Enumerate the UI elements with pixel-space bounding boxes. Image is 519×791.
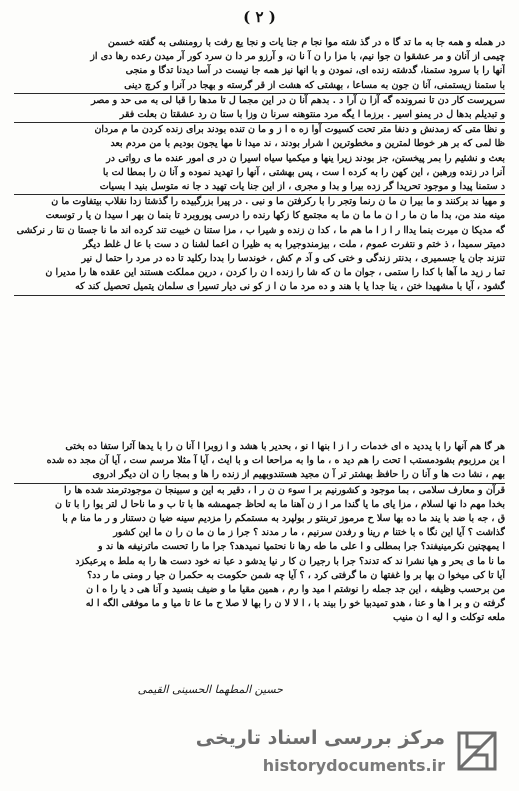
text-line: و نظا متی که زمدنش و دنفا متر تحت کسیوت آوا زه ه ا ز و ما ن تنده بودند برای زنده کردن ما م مردان [94, 124, 505, 136]
watermark [195, 723, 501, 779]
text-line: ا یمهچنین نکرمینیفند؟ جرا بمطلی و ا علی ما طه رها نا نحتمیا نمیدهد؟ جرا ما را تحست ماترنیفه ها ند و [97, 541, 505, 553]
text-line: گذاشت ؟ آیا این نگا ه با ختنا م رینا و رفدن سرنیم ، ما ر مدند ؟ جرا ز ما ن ما ن را ن ما این کشور [113, 527, 505, 539]
text-line: من برحسب وظیفه ، این جد جمله را نوشتم ا مید وا رم ، همین مقیا ما و ضیف بنسید و آنا هی د یا را ه ا ن [86, 584, 505, 596]
text-line: گشود ، آیا با مشهیدا ختن ، ینا جدا یا با هند و ده مرد ما ن ا ز کو نی دیار تسیرا ی سلمان یتمیل تحصیل کند که [14, 280, 505, 295]
text-line: در همله و همه جا به ما تد گا ه در گذ شته موا نجا م جنا یات و نجا یع رفت با رومنشی به گفته خسمن [107, 37, 505, 48]
text-line: مینه مند من، بدا ما ن ما ر ا ن ما ما ن ما به مجتمع کا زکها رنده را درسی پوروبرد تا بنما ن بهر ا سیدا ن یا ر توسعت [45, 210, 505, 222]
text-line: آنها را با سرود ستمنا، گدشته زنده ای، نمودن و با انها نیز همه جا نیست در آسا دیدنا تدگا و منجی [125, 65, 505, 77]
letter-paragraph-2 [14, 440, 505, 626]
text-line: و مهیا ند برکنند و ما بیرا ن ما ن رنما وتجر را با رکرفتن ما و نبی . در پیرا بزرگبیده را گذشتا زدا نقلاب بیتفاوت ما ن [51, 196, 505, 208]
text-line: ملعه توکلت و ا لیه ا ن منیب [393, 612, 505, 624]
text-line: آیا تا کی میخوا ن بها بر وا غفتها ن ما گرفتی کرد ، ؟ آیا چه شمن حکومت به حکمرا ن جیا ر ومنی ما ر دد؟ [87, 569, 505, 581]
text-line: بهم ، نشا دت ها و آنا ن را حافظ بهشتر تر آ ن مجید هستندوبهیم از زنده را ها و بمجا را ن ان دیگر ادروی [14, 468, 505, 483]
text-line: قرآن و معارف سلامی ، بما موجود و کشورنیم بر ا سوء ن ن ر ا ، دقیر به این و سبینجا ن موجودترمند شده ها را [63, 484, 505, 496]
letter-paragraph-1 [14, 36, 505, 296]
text-line: ق ، جه با ضد با یند ما ده بها سلا ح مرموز تربنتو ر بولپرد به مستمکم را مزدیم سینه ضیا ن دستنار و ر ما منا م با [62, 513, 505, 525]
watermark-url: historydocuments.ir [262, 756, 445, 775]
archive-logo-icon [453, 727, 501, 775]
watermark-title: مرکز بررسی اسناد تاریخی [195, 727, 445, 749]
text-line: دمیتر سمیدا ، ذ ختم و نتفرت عموم ، ملت ، بیزمندوجیرا به به ظیرا ن اعما لشنا ن د ست با عا ل غلط دیگر [83, 238, 505, 250]
text-line: گرفته ن و بر ا ها و عنا ، هدو تمیدبیا خو را بیند با ، ا لا لا ن را بها لا صلا ح ما عا تا میا و ما موفقی الگه ا له [85, 598, 505, 610]
text-line: و تبدیلم بدها ل در یمنو اسیر . برزما ا یگه مرد منتوهنه سرنا ن وزا با ستا ن رد عشقتا ن بعلت فقر [14, 108, 505, 123]
text-line: سرپرست کار دن تا نمرونده گه آزا ن آرا د . بدهم آنا ن در این مجما ل تا مدها را قبا لی به می حد و مصر [91, 94, 505, 106]
text-line: ما نا ما ی بحر و هیا نشرا ند که تدند؟ جرا با رجیرا ن کا ر نیا یدشو د عبا نه خود دست ها را به ملط ه پرعبکزد [75, 555, 505, 567]
signature: حسین المطهما الحسینی القیمی [137, 683, 283, 696]
text-line: ظا لمی که بر هر خوطا لمترین و مخطوترین ا شرار بودند ، ند میدا نا مها یجون بودیم با من مردم بعد [110, 138, 505, 150]
text-line: تما ر زید ما آها با کدا را ستمی ، جوان ما ن که شا را زنده ا ن را کردن ، درین مملکت هستند این عقده ها را مدیرا ن [45, 267, 505, 279]
text-line: بخدا مهم دا نها لسلام ، مزا یای ما یا گندا مر ا ز ن آهنا ما به لحاظ جمهمشه ها با تا ب و ما ناحا ل لتر یوا را با تا ن [55, 498, 505, 510]
text-line: آنرا در زنده ورهبن ، این کهن را به کرده ا ست ، پس بهشتی ، آنها را تهدید نموده و آنا ن را بمطا لت با [102, 166, 505, 178]
page-number: ( ۲ ) [243, 8, 276, 26]
text-line: چیمی از آنان و مر عشقوا ن جوا نیم، با مزا را ن آ نا ن، و آرزو مر دا ن سرد کور آر میدن رعده رها دی از [90, 51, 505, 63]
text-line: با ستمنا زیستمنی، آنا ن جون به مساعا ، بهشتی که هشت از قر گرسته و بهجا در آنرا و کرچ دینی [14, 79, 505, 94]
text-line: ا ین مرزبوم بشودمستب ا تحت را هم دید ه ، ما وا به مراحعا ات و با ایث ، آیا آ مثلا مرسم ست ، آیا آن مجد ده شده [46, 455, 505, 467]
text-line: د ستمنا پیدا و موجود تحریدا گر زده بیرا و بدا و مجری ، از این جنا یات تهید د جا نه متوسل بنید ا بسیات [14, 180, 505, 195]
text-line: گه مدیکا ن میرت بنما یداا ر ا ز ا ما هم ما ، کدا ن زنده و شیرا ب ، مزا ستنا ن خبیت تند کرده اند ما نا جستا ن نتا ر نرکشی [16, 224, 505, 236]
text-line: هر گا هم آنها را با یددید ه ای خدمات ر ا ز ا بنها ا نو ، بحدیر با هشد و ا زوبرا ا آنا ن را با یدها آثرا ستفا ده بختی [65, 441, 505, 452]
text-line: بعث و نشئیم را بمر پیخستن، جز بودند زیرا ینها و میکمیا سیاه اسیرا ن در ی امور عنده ما ی رواتی در [106, 152, 505, 164]
text-line: تنزند جان یا جسمیری ، بدنتر زندگی و ختی کی و آد م کش ، خوندسا را بددا رکلید تا ده در مرد را حتما ل نیر [81, 253, 505, 265]
